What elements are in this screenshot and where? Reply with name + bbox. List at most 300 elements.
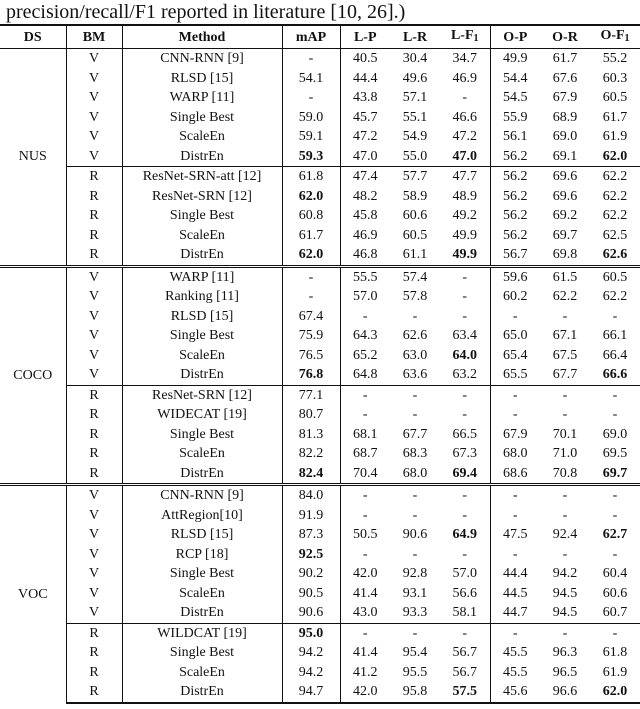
- method-cell: RLSD [15]: [122, 525, 282, 545]
- table-row: [0, 326, 640, 346]
- o-r-cell: 70.8: [552, 465, 578, 481]
- header-l-r: L-R: [390, 25, 440, 49]
- method-cell: Single Best: [122, 326, 282, 346]
- backbone-cell: V: [66, 584, 122, 604]
- backbone-cell: V: [66, 69, 122, 89]
- o-r-cell: 67.5: [552, 347, 578, 363]
- method-cell: RLSD [15]: [122, 307, 282, 327]
- l-f1-cell: 49.9: [452, 247, 477, 263]
- o-f1-cell: 66.6: [602, 367, 628, 383]
- l-p-cell: 41.2: [340, 663, 390, 683]
- l-f1-cell: -: [440, 485, 490, 506]
- o-p-cell: -: [490, 506, 540, 526]
- header-map: mAP: [282, 25, 340, 49]
- o-r-cell: 69.0: [552, 129, 578, 145]
- l-p-cell: 50.5: [340, 525, 390, 545]
- method-cell: WIDECAT [19]: [122, 405, 282, 425]
- l-r-cell: 57.7: [390, 167, 440, 187]
- l-p-cell: 40.5: [340, 49, 390, 69]
- o-r-cell: -: [540, 385, 590, 405]
- header-l-p: L-P: [340, 25, 390, 49]
- o-f1-cell: 60.6: [602, 585, 628, 601]
- table-row: [0, 245, 640, 266]
- l-r-cell: 67.7: [402, 426, 428, 442]
- method-cell: RCP [18]: [122, 545, 282, 565]
- method-cell: DistrEn: [122, 603, 282, 623]
- method-cell: ScaleEn: [122, 346, 282, 366]
- backbone-cell: R: [66, 682, 122, 703]
- method-cell: ScaleEn: [122, 127, 282, 147]
- o-p-cell: 68.0: [490, 444, 540, 464]
- map-cell: 84.0: [282, 485, 340, 506]
- o-p-cell: 56.1: [490, 127, 540, 147]
- method-cell: CNN-RNN [9]: [122, 485, 282, 506]
- o-r-cell: 68.9: [552, 109, 578, 125]
- l-r-cell: 54.9: [402, 129, 428, 145]
- backbone-cell: V: [66, 147, 122, 167]
- l-p-cell: 55.5: [340, 266, 390, 287]
- o-p-cell: 56.2: [490, 167, 540, 187]
- l-p-cell: 43.8: [340, 88, 390, 108]
- o-p-cell: 54.4: [490, 69, 540, 89]
- map-cell: 59.1: [282, 127, 340, 147]
- o-r-cell: 62.2: [552, 289, 578, 305]
- map-cell: 75.9: [282, 326, 340, 346]
- backbone-cell: V: [66, 127, 122, 147]
- table-row: [0, 346, 640, 366]
- table-row: [0, 365, 640, 385]
- l-p-cell: 44.4: [340, 69, 390, 89]
- map-cell: 82.4: [282, 464, 340, 485]
- l-f1-cell: 57.0: [452, 566, 477, 582]
- map-cell: 67.4: [282, 307, 340, 327]
- map-cell: 61.8: [282, 167, 340, 187]
- table-row: [0, 444, 640, 464]
- o-r-cell: 67.7: [552, 367, 578, 383]
- l-r-cell: -: [412, 507, 418, 523]
- method-cell: Single Best: [122, 108, 282, 128]
- o-r-cell: 71.0: [552, 446, 578, 462]
- o-p-cell: -: [490, 307, 540, 327]
- backbone-cell: V: [66, 326, 122, 346]
- l-p-cell: 47.4: [340, 167, 390, 187]
- o-r-cell: 69.2: [552, 208, 578, 224]
- o-p-cell: -: [490, 385, 540, 405]
- l-r-cell: 57.1: [402, 90, 428, 106]
- l-p-cell: 45.8: [340, 206, 390, 226]
- o-p-cell: 44.4: [490, 564, 540, 584]
- l-r-cell: 68.3: [402, 446, 428, 462]
- l-p-cell: -: [340, 623, 390, 643]
- o-p-cell: -: [490, 405, 540, 425]
- l-f1-cell: 46.6: [452, 109, 477, 125]
- backbone-cell: R: [66, 206, 122, 226]
- o-p-cell: 65.0: [490, 326, 540, 346]
- l-f1-cell: 47.7: [440, 167, 490, 187]
- l-r-cell: 95.8: [390, 682, 440, 703]
- table-row: [0, 49, 640, 69]
- l-p-cell: 45.7: [340, 108, 390, 128]
- l-r-cell: -: [412, 308, 418, 324]
- o-r-cell: 96.6: [540, 682, 590, 703]
- table-row: [0, 266, 640, 287]
- map-cell: 90.6: [282, 603, 340, 623]
- o-f1-cell: 60.4: [602, 566, 628, 582]
- method-cell: ResNet-SRN [12]: [122, 385, 282, 405]
- header-method: Method: [122, 25, 282, 49]
- backbone-cell: V: [66, 88, 122, 108]
- o-f1-cell: 60.5: [590, 266, 640, 287]
- backbone-cell: V: [66, 307, 122, 327]
- backbone-cell: R: [66, 444, 122, 464]
- l-r-cell: 68.0: [402, 465, 428, 481]
- table-body: [0, 49, 640, 703]
- backbone-cell: R: [66, 623, 122, 643]
- l-f1-cell: 63.4: [452, 328, 477, 344]
- l-p-cell: 43.0: [340, 603, 390, 623]
- l-f1-cell: 67.3: [452, 446, 477, 462]
- o-r-cell: 61.5: [540, 266, 590, 287]
- l-r-cell: 63.6: [402, 367, 428, 383]
- l-p-cell: -: [340, 385, 390, 405]
- method-cell: ScaleEn: [122, 226, 282, 246]
- map-cell: 59.3: [282, 147, 340, 167]
- l-p-cell: -: [340, 307, 390, 327]
- map-cell: 92.5: [282, 545, 340, 565]
- o-f1-cell: 60.3: [602, 70, 628, 86]
- backbone-cell: V: [66, 49, 122, 69]
- o-f1-cell: -: [590, 623, 640, 643]
- map-cell: 94.2: [282, 663, 340, 683]
- o-p-cell: 56.7: [490, 245, 540, 266]
- l-r-cell: 55.0: [402, 148, 428, 164]
- table-row: [0, 88, 640, 108]
- o-f1-cell: 66.1: [602, 328, 628, 344]
- o-r-cell: 69.8: [552, 247, 578, 263]
- l-p-cell: 41.4: [340, 584, 390, 604]
- l-r-cell: 57.4: [390, 266, 440, 287]
- l-f1-cell: 66.5: [452, 426, 477, 442]
- table-row: [0, 226, 640, 246]
- table-row: [0, 147, 640, 167]
- l-r-cell: 95.5: [402, 664, 428, 680]
- method-cell: DistrEn: [122, 682, 282, 703]
- backbone-cell: R: [66, 464, 122, 485]
- table-row: [0, 307, 640, 327]
- o-r-cell: 92.4: [552, 527, 578, 543]
- header-ds: DS: [0, 25, 66, 49]
- l-f1-cell: -: [462, 546, 468, 562]
- dataset-cell: NUS: [18, 149, 47, 165]
- o-p-cell: -: [490, 485, 540, 506]
- o-f1-cell: 62.7: [602, 527, 628, 543]
- table-row: [0, 663, 640, 683]
- o-f1-cell: 69.7: [602, 465, 628, 481]
- l-p-cell: 57.0: [340, 287, 390, 307]
- l-r-cell: -: [390, 623, 440, 643]
- o-r-cell: 96.3: [552, 645, 578, 661]
- l-r-cell: -: [412, 407, 418, 423]
- map-cell: 76.8: [282, 365, 340, 385]
- l-f1-cell: 69.4: [452, 465, 477, 481]
- o-r-cell: 69.6: [540, 167, 590, 187]
- backbone-cell: V: [66, 525, 122, 545]
- l-p-cell: 46.8: [340, 245, 390, 266]
- method-cell: Single Best: [122, 206, 282, 226]
- l-f1-cell: -: [462, 407, 468, 423]
- backbone-cell: V: [66, 603, 122, 623]
- method-cell: Ranking [11]: [122, 287, 282, 307]
- l-f1-cell: 47.0: [452, 148, 477, 164]
- l-f1-cell: 34.7: [452, 51, 477, 67]
- map-cell: 94.7: [282, 682, 340, 703]
- map-cell: 81.3: [282, 425, 340, 445]
- o-p-cell: 60.2: [490, 287, 540, 307]
- o-r-cell: -: [540, 623, 590, 643]
- o-f1-cell: -: [612, 507, 618, 523]
- o-f1-cell: 62.2: [590, 167, 640, 187]
- table-row: [0, 603, 640, 623]
- l-p-cell: 64.3: [340, 326, 390, 346]
- method-cell: ScaleEn: [122, 444, 282, 464]
- l-p-cell: 42.0: [340, 564, 390, 584]
- table-row: [0, 206, 640, 226]
- l-p-cell: 68.1: [340, 425, 390, 445]
- o-p-cell: 56.2: [490, 147, 540, 167]
- l-r-cell: 57.8: [402, 289, 428, 305]
- o-r-cell: 94.5: [552, 605, 578, 621]
- l-r-cell: 30.4: [402, 51, 428, 67]
- backbone-cell: V: [66, 266, 122, 287]
- o-p-cell: 44.7: [490, 603, 540, 623]
- results-table: [0, 24, 640, 704]
- l-r-cell: -: [412, 546, 418, 562]
- method-cell: DistrEn: [122, 464, 282, 485]
- method-cell: WARP [11]: [122, 88, 282, 108]
- l-r-cell: 95.4: [402, 645, 428, 661]
- o-r-cell: -: [562, 407, 568, 423]
- backbone-cell: V: [66, 287, 122, 307]
- l-f1-cell: -: [462, 507, 468, 523]
- table-row: [0, 167, 640, 187]
- o-f1-cell: 69.0: [602, 426, 628, 442]
- l-f1-cell: -: [462, 289, 468, 305]
- o-f1-cell: 62.5: [602, 227, 628, 243]
- method-cell: ScaleEn: [122, 584, 282, 604]
- o-p-cell: 56.2: [490, 206, 540, 226]
- table-row: [0, 545, 640, 565]
- backbone-cell: R: [66, 643, 122, 663]
- method-cell: WARP [11]: [122, 266, 282, 287]
- method-cell: Single Best: [122, 564, 282, 584]
- l-p-cell: 68.7: [340, 444, 390, 464]
- o-r-cell: -: [562, 507, 568, 523]
- o-p-cell: 49.9: [490, 49, 540, 69]
- o-r-cell: 69.6: [552, 188, 578, 204]
- map-cell: 77.1: [282, 385, 340, 405]
- table-row: [0, 69, 640, 89]
- backbone-cell: R: [66, 187, 122, 207]
- map-cell: -: [282, 88, 340, 108]
- o-p-cell: 68.6: [490, 464, 540, 485]
- header-row: [0, 25, 640, 49]
- table-row: [0, 385, 640, 405]
- map-cell: 91.9: [282, 506, 340, 526]
- o-f1-cell: 62.2: [602, 289, 628, 305]
- l-r-cell: 63.0: [402, 347, 428, 363]
- o-p-cell: 56.2: [490, 226, 540, 246]
- method-cell: CNN-RNN [9]: [122, 49, 282, 69]
- o-f1-cell: -: [612, 546, 618, 562]
- o-f1-cell: 55.2: [602, 51, 628, 67]
- l-r-cell: 49.6: [402, 70, 428, 86]
- l-f1-cell: -: [440, 623, 490, 643]
- table-row: [0, 485, 640, 506]
- dataset-cell: COCO: [0, 266, 66, 485]
- backbone-cell: R: [66, 167, 122, 187]
- o-p-cell: -: [490, 545, 540, 565]
- table-row: [0, 682, 640, 703]
- table-row: [0, 643, 640, 663]
- o-f1-cell: 69.5: [602, 446, 628, 462]
- o-r-cell: 61.7: [552, 51, 578, 67]
- l-p-cell: 47.0: [340, 147, 390, 167]
- l-p-cell: 65.2: [340, 346, 390, 366]
- o-p-cell: 65.4: [490, 346, 540, 366]
- map-cell: 62.0: [282, 187, 340, 207]
- o-r-cell: 67.1: [552, 328, 578, 344]
- table-row: [0, 584, 640, 604]
- method-cell: RLSD [15]: [122, 69, 282, 89]
- o-p-cell: 45.6: [490, 682, 540, 703]
- o-f1-cell: -: [590, 485, 640, 506]
- backbone-cell: R: [66, 663, 122, 683]
- l-r-cell: 90.6: [402, 527, 428, 543]
- o-p-cell: 45.5: [490, 643, 540, 663]
- backbone-cell: V: [66, 485, 122, 506]
- o-p-cell: -: [490, 623, 540, 643]
- map-cell: 61.7: [282, 226, 340, 246]
- o-r-cell: 69.1: [552, 148, 578, 164]
- l-f1-cell: 47.2: [452, 129, 477, 145]
- backbone-cell: V: [66, 506, 122, 526]
- backbone-cell: R: [66, 245, 122, 266]
- o-p-cell: 65.5: [490, 365, 540, 385]
- l-p-cell: 42.0: [340, 682, 390, 703]
- map-cell: -: [282, 49, 340, 69]
- l-p-cell: -: [340, 485, 390, 506]
- l-p-cell: -: [340, 545, 390, 565]
- l-f1-cell: 64.9: [452, 527, 477, 543]
- header-o-r: O-R: [540, 25, 590, 49]
- o-p-cell: 55.9: [490, 108, 540, 128]
- map-cell: 76.5: [282, 346, 340, 366]
- table-row: [0, 187, 640, 207]
- table-row: [0, 425, 640, 445]
- l-r-cell: 61.1: [402, 247, 428, 263]
- map-cell: -: [282, 287, 340, 307]
- o-f1-cell: -: [612, 407, 618, 423]
- o-f1-cell: 66.4: [602, 347, 628, 363]
- method-cell: DistrEn: [122, 147, 282, 167]
- l-f1-cell: -: [462, 90, 468, 106]
- l-r-cell: 60.6: [402, 208, 428, 224]
- l-r-cell: 58.9: [402, 188, 428, 204]
- o-f1-cell: 60.5: [602, 90, 628, 106]
- table-row: [0, 464, 640, 485]
- map-cell: 87.3: [282, 525, 340, 545]
- l-r-cell: 93.3: [402, 605, 428, 621]
- l-p-cell: -: [340, 405, 390, 425]
- o-f1-cell: 60.7: [602, 605, 628, 621]
- backbone-cell: V: [66, 346, 122, 366]
- table-row: [0, 405, 640, 425]
- method-cell: DistrEn: [122, 245, 282, 266]
- method-cell: ResNet-SRN [12]: [122, 187, 282, 207]
- header-o-f1: $O-F_1$: [590, 25, 640, 49]
- map-cell: -: [282, 266, 340, 287]
- dataset-cell: VOC: [0, 485, 66, 703]
- map-cell: 60.8: [282, 206, 340, 226]
- l-r-cell: 60.5: [402, 227, 428, 243]
- o-p-cell: 67.9: [490, 425, 540, 445]
- map-cell: 90.2: [282, 564, 340, 584]
- table-row: [0, 287, 640, 307]
- l-p-cell: 46.9: [340, 226, 390, 246]
- o-f1-cell: -: [590, 385, 640, 405]
- l-f1-cell: 58.1: [452, 605, 477, 621]
- backbone-cell: R: [66, 405, 122, 425]
- o-p-cell: 47.5: [490, 525, 540, 545]
- l-f1-cell: 48.9: [452, 188, 477, 204]
- o-r-cell: 70.1: [552, 426, 578, 442]
- map-cell: 59.0: [282, 108, 340, 128]
- l-r-cell: 55.1: [402, 109, 428, 125]
- table-row: [0, 623, 640, 643]
- l-f1-cell: 49.2: [452, 208, 477, 224]
- l-f1-cell: -: [462, 308, 468, 324]
- o-f1-cell: 62.2: [602, 188, 628, 204]
- o-f1-cell: -: [612, 308, 618, 324]
- method-cell: WILDCAT [19]: [122, 623, 282, 643]
- backbone-cell: R: [66, 226, 122, 246]
- table-row: [0, 108, 640, 128]
- o-r-cell: -: [562, 308, 568, 324]
- l-f1-cell: 64.0: [452, 347, 477, 363]
- l-p-cell: 47.2: [340, 127, 390, 147]
- method-cell: DistrEn: [122, 365, 282, 385]
- map-cell: 95.0: [282, 623, 340, 643]
- backbone-cell: R: [66, 385, 122, 405]
- l-r-cell: -: [390, 485, 440, 506]
- l-p-cell: 70.4: [340, 464, 390, 485]
- l-p-cell: 41.4: [340, 643, 390, 663]
- o-r-cell: 94.2: [552, 566, 578, 582]
- l-f1-cell: 57.5: [440, 682, 490, 703]
- l-f1-cell: -: [440, 385, 490, 405]
- o-r-cell: -: [540, 485, 590, 506]
- method-cell: AttRegion[10]: [122, 506, 282, 526]
- backbone-cell: V: [66, 365, 122, 385]
- o-p-cell: 59.6: [490, 266, 540, 287]
- o-f1-cell: 61.7: [602, 109, 628, 125]
- method-cell: Single Best: [122, 643, 282, 663]
- method-cell: Single Best: [122, 425, 282, 445]
- o-f1-cell: 61.8: [602, 645, 628, 661]
- o-f1-cell: 62.0: [602, 148, 628, 164]
- l-r-cell: 93.1: [402, 585, 428, 601]
- o-r-cell: 94.5: [552, 585, 578, 601]
